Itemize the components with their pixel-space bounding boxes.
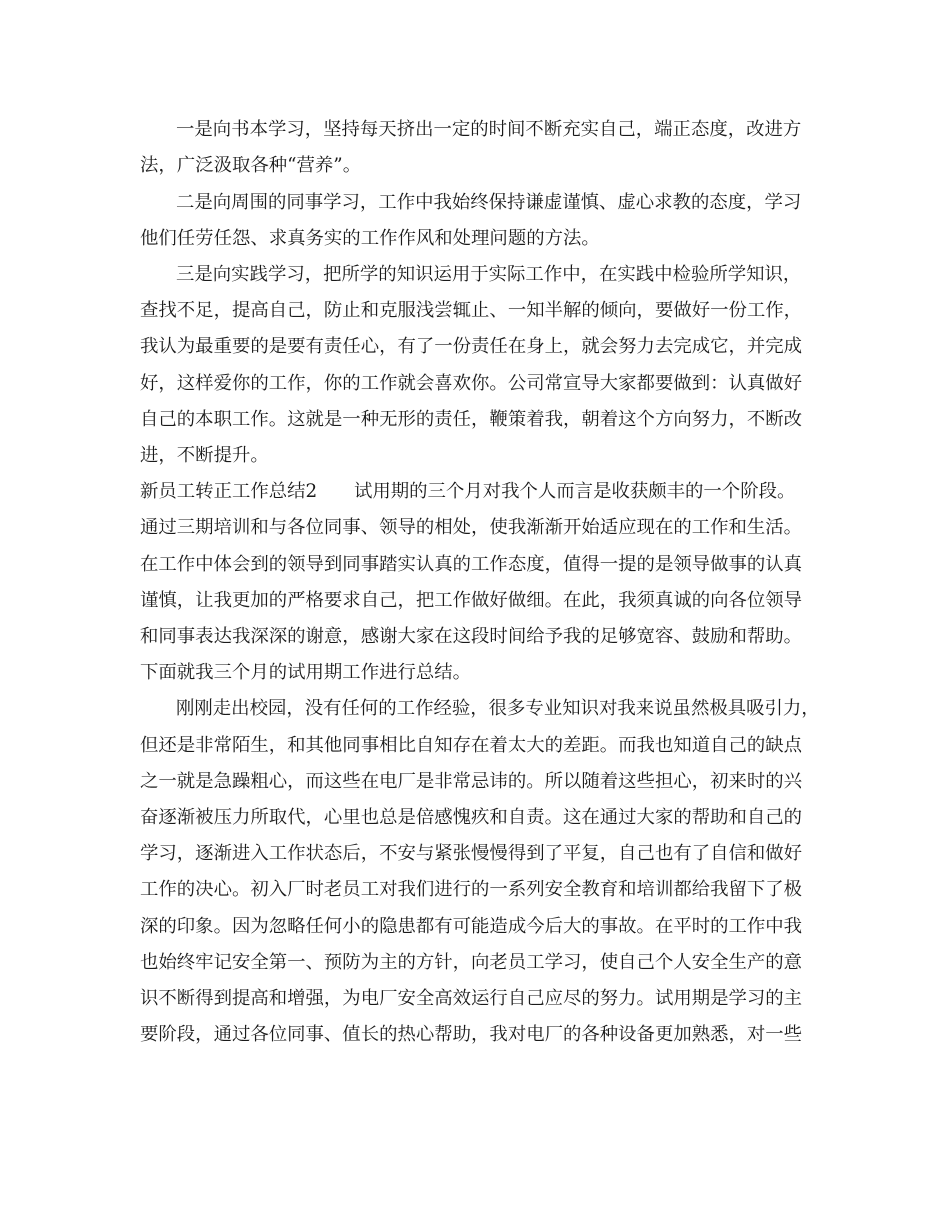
paragraph-line: 识不断得到提高和增强，为电厂安全高效运行自己应尽的努力。试用期是学习的主 [140, 988, 803, 1009]
paragraph-line: 下面就我三个月的试用期工作进行总结。 [140, 662, 472, 683]
paragraph-line: 进，不断提升。 [140, 445, 269, 466]
paragraph-line: 之一就是急躁粗心，而这些在电厂是非常忌讳的。所以随着这些担心，初来时的兴 [140, 771, 803, 792]
paragraph-line: 和同事表达我深深的谢意，感谢大家在这段时间给予我的足够宽容、鼓励和帮助。 [140, 626, 803, 647]
paragraph-line: 深的印象。因为忽略任何小的隐患都有可能造成今后大的事故。在平时的工作中我 [140, 916, 803, 937]
paragraph-line: 好，这样爱你的工作，你的工作就会喜欢你。公司常宣导大家都要做到：认真做好 [140, 373, 803, 394]
paragraph-line: 但还是非常陌生，和其他同事相比自知存在着太大的差距。而我也知道自己的缺点 [140, 735, 803, 756]
paragraph-line: 奋逐渐被压力所取代，心里也总是倍感愧疚和自责。这在通过大家的帮助和自己的 [140, 807, 803, 828]
section-heading-line: 新员工转正工作总结2 试用期的三个月对我个人而言是收获颇丰的一个阶段。 [140, 481, 796, 502]
paragraph-line: 二是向周围的同事学习，工作中我始终保持谦虚谨慎、虚心求教的态度，学习 [176, 192, 802, 213]
paragraph-line: 自己的本职工作。这就是一种无形的责任，鞭策着我，朝着这个方向努力，不断改 [140, 409, 803, 430]
paragraph-line: 刚刚走出校园，没有任何的工作经验，很多专业知识对我来说虽然极具吸引力， [176, 698, 820, 719]
paragraph-line: 一是向书本学习，坚持每天挤出一定的时间不断充实自己，端正态度，改进方 [176, 119, 802, 140]
paragraph-line: 谨慎，让我更加的严格要求自己，把工作做好做细。在此，我须真诚的向各位领导 [140, 590, 803, 611]
paragraph-line: 工作的决心。初入厂时老员工对我们进行的一系列安全教育和培训都给我留下了极 [140, 879, 803, 900]
paragraph-line: 要阶段，通过各位同事、值长的热心帮助，我对电厂的各种设备更加熟悉，对一些 [140, 1024, 803, 1045]
paragraph-line: 我认为最重要的是要有责任心，有了一份责任在身上，就会努力去完成它，并完成 [140, 336, 803, 357]
paragraph-line: 三是向实践学习，把所学的知识运用于实际工作中，在实践中检验所学知识， [176, 264, 802, 285]
paragraph-line: 也始终牢记安全第一、预防为主的方针，向老员工学习，使自己个人安全生产的意 [140, 952, 803, 973]
paragraph-line: 学习，逐渐进入工作状态后，不安与紧张慢慢得到了平复，自己也有了自信和做好 [140, 843, 803, 864]
paragraph-line: 查找不足，提高自己，防止和克服浅尝辄止、一知半解的倾向，要做好一份工作， [140, 300, 803, 321]
paragraph-line: 法，广泛汲取各种“营养”。 [140, 155, 362, 176]
paragraph-line: 他们任劳任怨、求真务实的工作作风和处理问题的方法。 [140, 228, 600, 249]
paragraph-line: 通过三期培训和与各位同事、领导的相处，使我渐渐开始适应现在的工作和生活。 [140, 517, 803, 538]
paragraph-line: 在工作中体会到的领导到同事踏实认真的工作态度，值得一提的是领导做事的认真 [140, 554, 803, 575]
